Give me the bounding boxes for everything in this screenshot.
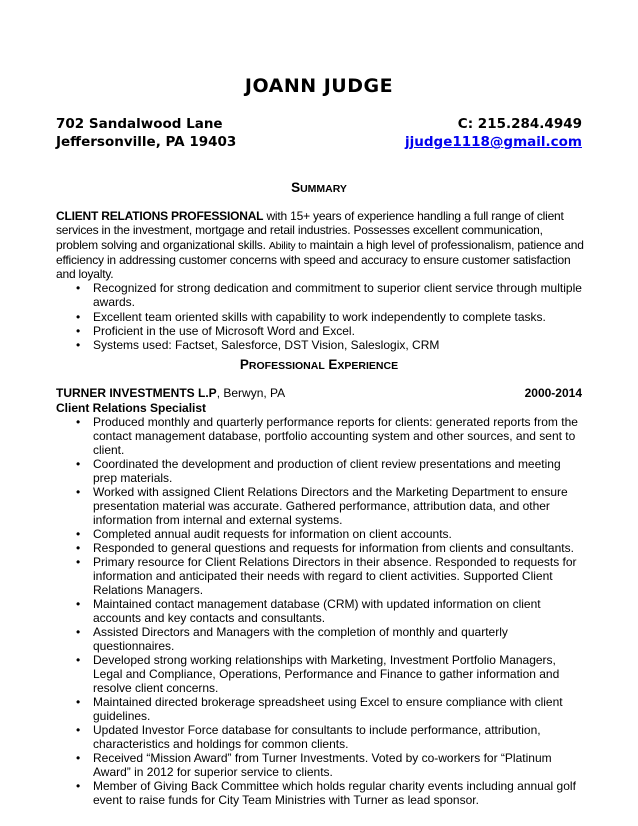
summary-bullet-list bbox=[56, 281, 584, 352]
summary-paragraph: CLIENT RELATIONS PROFESSIONAL with 15+ years of experience handling a full range of client services in the investment, mortgage and retail industries. Possesses excellent communication, problem solving and organizational skills. Ability to maintain a high level of professionalism, patience and efficiency in addressing customer concerns with speed and accuracy to ensure customer satisfaction and loyalty. bbox=[56, 209, 584, 282]
list-item: • Received “Mission Award” from Turner Investments. Voted by co-workers for “Platinum Award” in 2012 for superior service to clients. bbox=[56, 751, 584, 779]
email-link[interactable]: jjudge1118@gmail.com bbox=[405, 134, 582, 150]
candidate-name: JOANN JUDGE bbox=[244, 75, 394, 97]
experience-bullet-list bbox=[56, 415, 584, 807]
job-dates: 2000-2014 bbox=[524, 386, 582, 400]
job-title: Client Relations Specialist bbox=[56, 401, 207, 415]
list-item: • Proficient in the use of Microsoft Word and Excel. bbox=[56, 324, 584, 338]
experience-heading: PROFESSIONAL EXPERIENCE bbox=[239, 357, 399, 372]
list-item: • Systems used: Factset, Salesforce, DST Vision, Saleslogix, CRM bbox=[56, 338, 584, 352]
contact-row-1 bbox=[56, 116, 582, 132]
list-item: • Assisted Directors and Managers with the completion of monthly and quarterly questionnaires. bbox=[56, 625, 584, 653]
list-item: • Recognized for strong dedication and commitment to superior client service through multiple awards. bbox=[56, 281, 584, 310]
address-line-2: Jeffersonville, PA 19403 bbox=[56, 134, 237, 150]
phone-number: C: 215.284.4949 bbox=[457, 116, 582, 132]
contact-row-2 bbox=[56, 134, 582, 150]
list-item: • Member of Giving Back Committee which holds regular charity events including annual golf event to raise funds for City Team Ministries with Turner as lead sponsor. bbox=[56, 779, 584, 807]
list-item: • Primary resource for Client Relations Directors in their absence. Responded to requests for information and anticipated their needs with regard to client activities. Supported Client Relations Managers. bbox=[56, 555, 584, 597]
summary-lead: CLIENT RELATIONS PROFESSIONAL bbox=[56, 209, 264, 223]
list-item: • Produced monthly and quarterly performance reports for clients: generated reports from the contact management database, portfolio accounting system and other sources, and sent to client. bbox=[56, 415, 584, 457]
summary-heading: SUMMARY bbox=[291, 180, 347, 195]
job-header bbox=[56, 386, 582, 400]
address-line-1: 702 Sandalwood Lane bbox=[56, 116, 223, 132]
list-item: • Maintained contact management database (CRM) with updated information on client accounts and key contacts and consultants. bbox=[56, 597, 584, 625]
list-item: • Excellent team oriented skills with capability to work independently to complete tasks. bbox=[56, 310, 584, 324]
list-item: • Maintained directed brokerage spreadsheet using Excel to ensure compliance with client guidelines. bbox=[56, 695, 584, 723]
list-item: • Completed annual audit requests for information on client accounts. bbox=[56, 527, 584, 541]
list-item: • Worked with assigned Client Relations Directors and the Marketing Department to ensure presentation material was accurate. Gathered performance, attribution data, and other information from internal and external systems. bbox=[56, 485, 584, 527]
company-location: , Berwyn, PA bbox=[216, 386, 286, 400]
list-item: • Responded to general questions and requests for information from clients and consultants. bbox=[56, 541, 584, 555]
list-item: • Coordinated the development and production of client review presentations and meeting prep materials. bbox=[56, 457, 584, 485]
list-item: • Updated Investor Force database for consultants to include performance, attribution, characteristics and holdings for common clients. bbox=[56, 723, 584, 751]
company-name: TURNER INVESTMENTS L.P bbox=[56, 386, 217, 400]
list-item: • Developed strong working relationships with Marketing, Investment Portfolio Managers, Legal and Compliance, Operations, Performance and Finance to gather information and resolve client concerns. bbox=[56, 653, 584, 695]
